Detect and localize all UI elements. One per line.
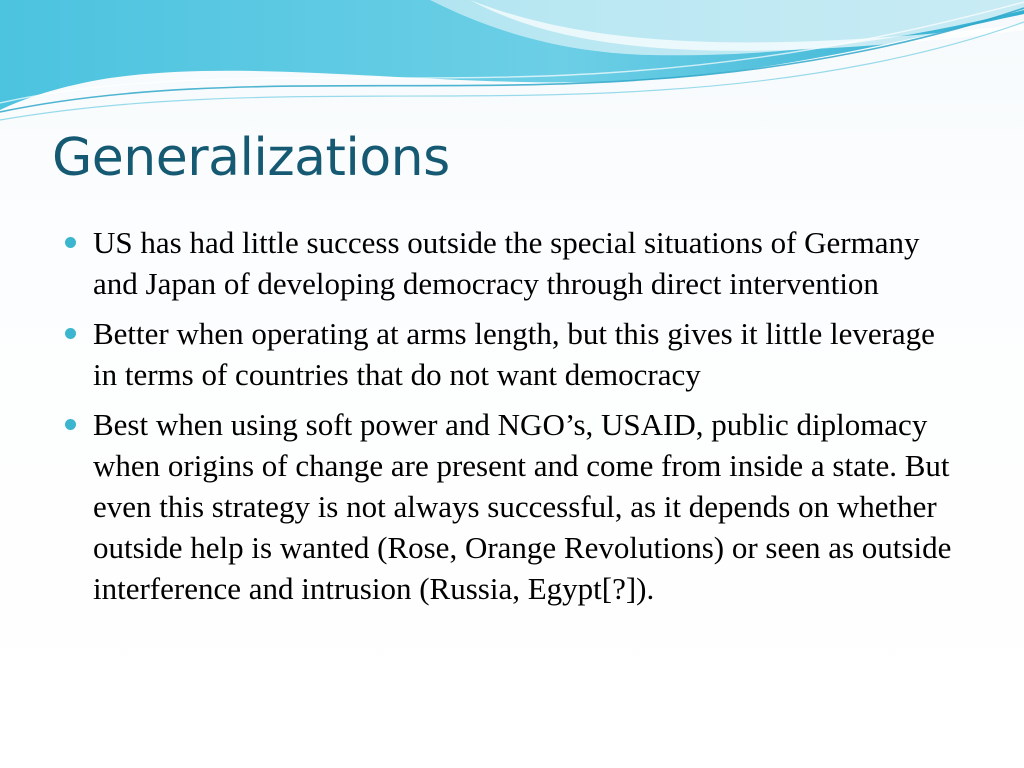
bullet-dot-icon xyxy=(65,419,76,430)
list-item xyxy=(60,313,960,395)
list-item xyxy=(60,404,960,609)
bullet-dot-icon xyxy=(65,237,76,248)
header-wave-decoration xyxy=(0,0,1024,130)
bullet-list xyxy=(60,222,960,618)
bullet-dot-icon xyxy=(65,328,76,339)
bullet-text: Better when operating at arms length, but this gives it little leverage in terms of countries that do not want democracy xyxy=(93,316,935,392)
bullet-text: US has had little success outside the special situations of Germany and Japan of developing democracy through direct intervention xyxy=(93,225,920,301)
list-item xyxy=(60,222,960,304)
bullet-text: Best when using soft power and NGO’s, USAID, public diplomacy when origins of change are present and come from inside a state. But even this strategy is not always successful, as it depends on whether outside help is wanted (Rose, Orange Revolutions) or seen as outside interference and intrusion (Russia, Egypt[?]). xyxy=(93,407,952,606)
slide-title: Generalizations xyxy=(52,128,450,188)
